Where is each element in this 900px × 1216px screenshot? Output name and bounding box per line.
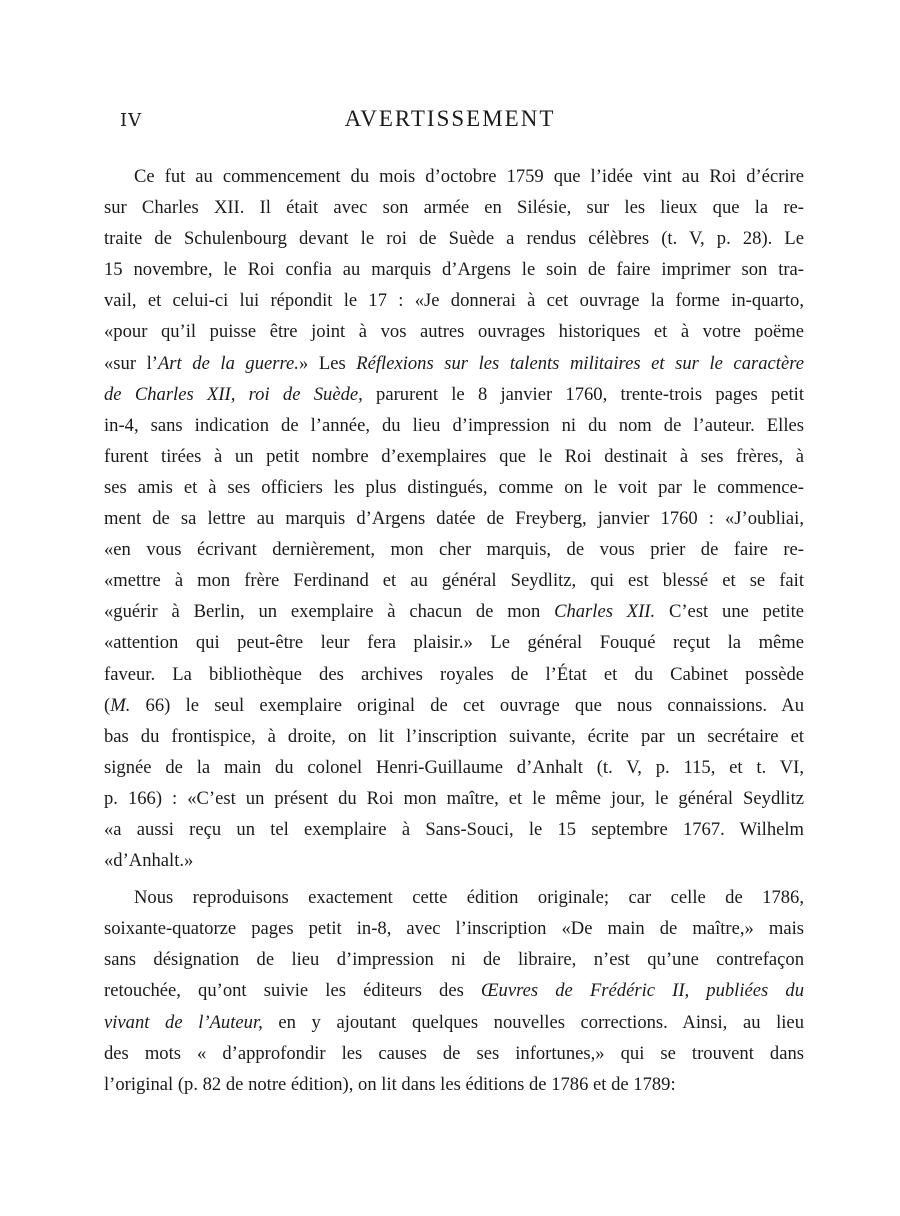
italic-text: vivant de l’Auteur, (104, 1011, 263, 1033)
text-line (104, 690, 804, 721)
text-run: signée de la main du colonel Henri-Guillaume d’Anhalt (t. V, p. 115, et t. VI, (104, 756, 804, 778)
text-line (104, 1007, 804, 1038)
text-run: C’est une petite (655, 601, 804, 623)
text-run: vail, et celui-ci lui répondit le 17 : «Je donnerai à cet ouvrage la forme in-quarto, (104, 290, 804, 312)
text-line (104, 285, 804, 316)
page-number: IV (120, 110, 143, 131)
text-line (104, 752, 804, 783)
text-run: «en vous écrivant dernièrement, mon cher marquis, de vous prier de faire re- (104, 539, 804, 561)
text-line (104, 503, 804, 534)
text-line (104, 441, 804, 472)
text-run: furent tirées à un petit nombre d’exemplaires que le Roi destinait à ses frères, à (104, 445, 804, 467)
text-run: ses amis et à ses officiers les plus distingués, comme on le voit par le commence- (104, 476, 804, 498)
text-run: soixante-quatorze pages petit in-8, avec l’inscription «De main de maître,» mais (104, 918, 804, 940)
running-title: AVERTISSEMENT (344, 106, 556, 131)
text-line (104, 814, 804, 845)
text-line (104, 410, 804, 441)
text-line (104, 721, 804, 752)
text-line (104, 783, 804, 814)
text-run: ment de sa lettre au marquis d’Argens datée de Freyberg, janvier 1760 : «J’oubliai, (104, 508, 804, 530)
text-line (104, 627, 804, 658)
text-line (104, 1069, 804, 1100)
text-line (104, 882, 804, 913)
text-run: «a aussi reçu un tel exemplaire à Sans-Souci, le 15 septembre 1767. Wilhelm (104, 818, 804, 840)
text-line (104, 944, 804, 975)
text-run: parurent le 8 janvier 1760, trente-trois pages petit (362, 383, 804, 405)
text-line (104, 192, 804, 223)
text-run: retouchée, qu’ont suivie les éditeurs des (104, 980, 481, 1002)
text-run: «sur l’ (104, 352, 158, 374)
text-run: Nous reproduisons exactement cette édition originale; car celle de 1786, (134, 887, 804, 909)
text-line (104, 596, 804, 627)
text-run: in-4, sans indication de l’année, du lieu d’impression ni du nom de l’auteur. Elles (104, 414, 804, 436)
text-run: faveur. La bibliothèque des archives royales de l’État et du Cabinet possède (104, 663, 804, 685)
text-line (104, 975, 804, 1006)
text-run: l’original (p. 82 de notre édition), on lit dans les éditions de 1786 et de 1789: (104, 1073, 676, 1095)
italic-text: Charles XII. (554, 601, 656, 623)
text-run: «guérir à Berlin, un exemplaire à chacun de mon (104, 601, 555, 623)
text-line (104, 565, 804, 596)
text-line (104, 379, 804, 410)
text-run: 15 novembre, le Roi confia au marquis d’Argens le soin de faire imprimer son tra- (104, 259, 804, 281)
text-line (104, 1038, 804, 1069)
italic-text: M. (110, 694, 131, 716)
text-line (104, 472, 804, 503)
text-run: en y ajoutant quelques nouvelles corrections. Ainsi, au lieu (262, 1011, 804, 1033)
body-text (104, 161, 804, 1100)
text-line (104, 845, 804, 876)
text-run: des mots « d’approfondir les causes de ses infortunes,» qui se trouvent dans (104, 1042, 804, 1064)
text-run: 66) le seul exemplaire original de cet ouvrage que nous connaissions. Au (130, 694, 804, 716)
text-run: «attention qui peut-être leur fera plaisir.» Le général Fouqué reçut la même (104, 632, 804, 654)
italic-text: Réflexions sur les talents militaires et sur le caractère (356, 352, 804, 374)
italic-text: Œuvres de Frédéric II, publiées du (480, 980, 804, 1002)
text-run: bas du frontispice, à droite, on lit l’inscription suivante, écrite par un secrétaire et (104, 725, 804, 747)
text-line (104, 348, 804, 379)
text-run: «mettre à mon frère Ferdinand et au général Seydlitz, qui est blessé et se fait (104, 570, 804, 592)
italic-text: Art de la guerre. (157, 352, 299, 374)
text-line (104, 161, 804, 192)
text-line (104, 659, 804, 690)
text-run: traite de Schulenbourg devant le roi de Suède a rendus célèbres (t. V, p. 28). Le (104, 228, 804, 250)
italic-text: de Charles XII, roi de Suède, (104, 383, 363, 405)
text-line (104, 316, 804, 347)
text-run: Ce fut au commencement du mois d’octobre 1759 que l’idée vint au Roi d’écrire (134, 166, 804, 187)
text-run: sur Charles XII. Il était avec son armée en Silésie, sur les lieux que la re- (104, 197, 804, 219)
text-run: sans désignation de lieu d’impression ni de libraire, n’est qu’une contrefaçon (104, 949, 804, 971)
text-line (104, 913, 804, 944)
text-run: «pour qu’il puisse être joint à vos autres ouvrages historiques et à votre poëme (104, 321, 804, 343)
text-line (104, 534, 804, 565)
text-line (104, 254, 804, 285)
text-run: «d’Anhalt.» (104, 850, 194, 872)
text-run: p. 166) : «C’est un présent du Roi mon maître, et le même jour, le général Seydlitz (104, 787, 804, 809)
text-run: ( (104, 694, 111, 716)
text-line (104, 223, 804, 254)
text-run: » Les (298, 352, 357, 374)
